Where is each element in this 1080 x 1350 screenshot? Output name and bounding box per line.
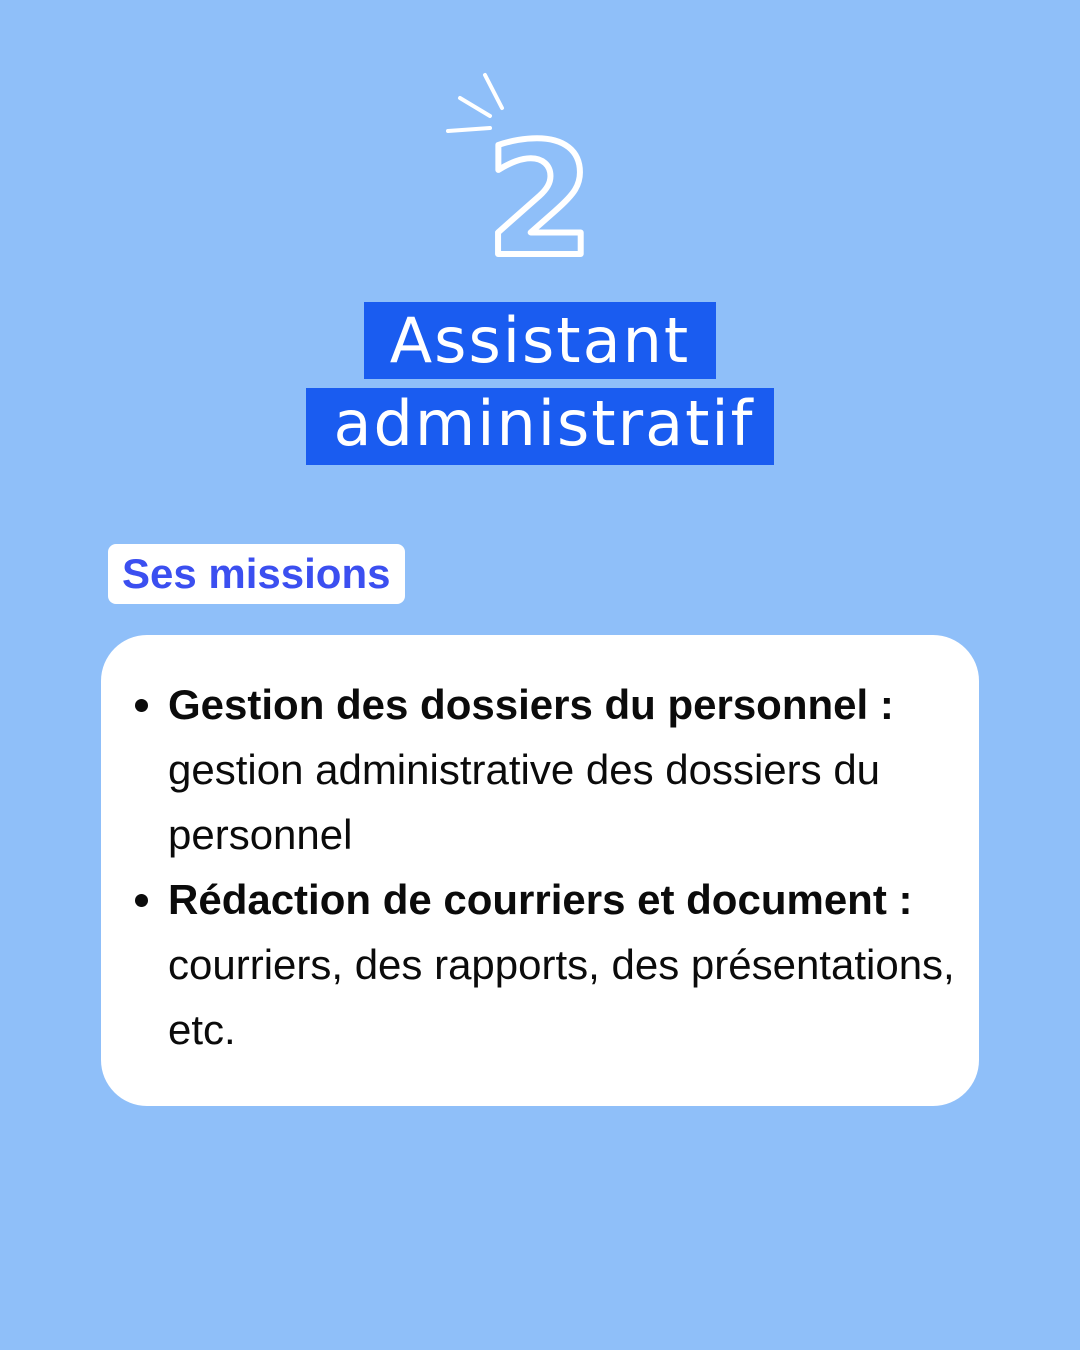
title-line-2	[0, 388, 1080, 465]
page-title-line-1: Assistant	[364, 302, 716, 379]
burst-ray-middle	[460, 98, 490, 116]
mission-heading: Gestion des dossiers du personnel :	[168, 681, 894, 728]
bullet-dot-icon	[135, 894, 148, 907]
step-number	[440, 124, 640, 272]
mission-description: gestion administrative des dossiers du personnel	[168, 746, 881, 858]
mission-heading: Rédaction de courriers et document :	[168, 876, 913, 923]
mission-item	[101, 867, 979, 1062]
burst-ray-top	[485, 75, 502, 108]
section-label: Ses missions	[108, 544, 405, 604]
mission-item	[101, 672, 979, 867]
bullet-dot-icon	[135, 699, 148, 712]
step-number-text: 2	[485, 124, 595, 272]
mission-description: courriers, des rapports, des présentations, etc.	[168, 941, 955, 1053]
title-line-1	[0, 302, 1080, 379]
page-title-line-2: administratif	[306, 388, 775, 465]
missions-card	[101, 635, 979, 1106]
missions-list	[101, 672, 979, 1062]
